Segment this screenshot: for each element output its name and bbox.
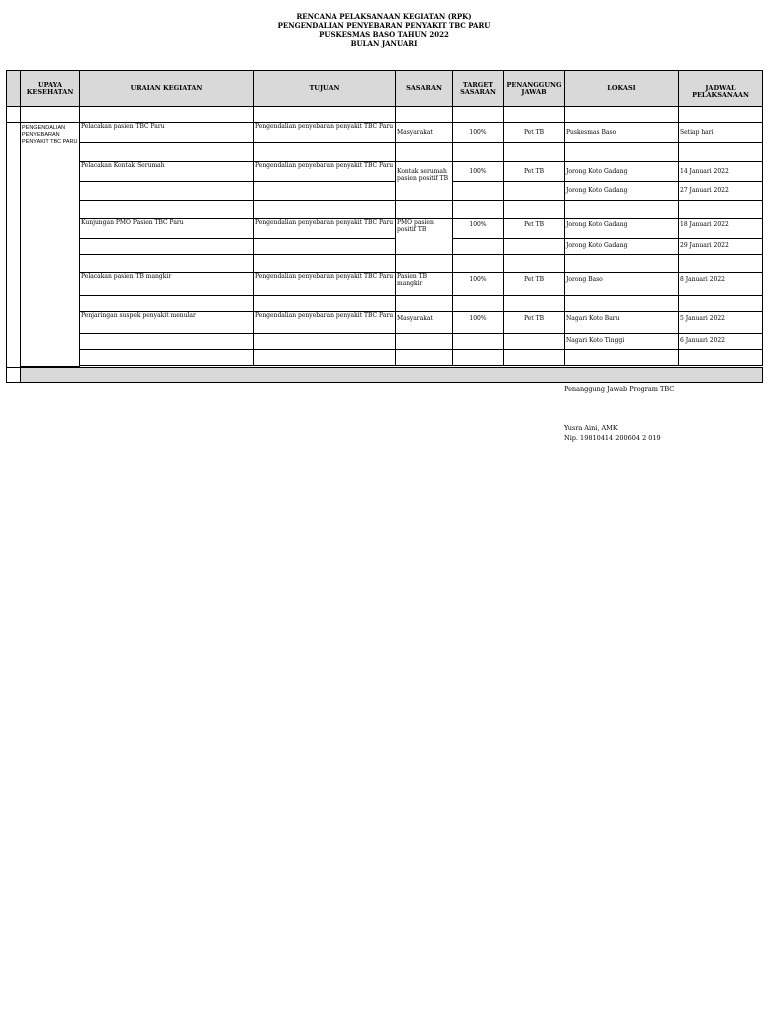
uraian-cell: Pelacakan pasien TBC Paru bbox=[80, 123, 254, 143]
jadwal-cell: 8 Januari 2022 bbox=[679, 273, 763, 296]
table-row bbox=[7, 107, 763, 123]
header-upaya: UPAYA KESEHATAN bbox=[21, 71, 80, 107]
uraian-cell: Kunjungan PMO Pasien TBC Paru bbox=[80, 219, 254, 239]
signature-role: Penanggung Jawab Program TBC bbox=[564, 385, 675, 393]
tujuan-cell: Pengendalian penyebaran penyakit TBC Paru bbox=[254, 219, 396, 239]
target-cell: 100% bbox=[453, 219, 504, 239]
table-row bbox=[7, 123, 763, 143]
jadwal-cell: 6 Januari 2022 bbox=[679, 334, 763, 350]
uraian-cell: Pelacakan Kontak Serumah bbox=[80, 162, 254, 182]
header-target: TARGET SASARAN bbox=[453, 71, 504, 107]
jadwal-cell: 14 Januari 2022 bbox=[679, 162, 763, 182]
jadwal-cell: Setiap hari bbox=[679, 123, 763, 143]
pj-cell: Pet TB bbox=[504, 219, 565, 239]
pj-cell: Pet TB bbox=[504, 123, 565, 143]
table-row bbox=[7, 312, 763, 334]
sasaran-cell: Masyarakat bbox=[396, 123, 453, 143]
table-row bbox=[7, 350, 763, 366]
lokasi-cell: Nagari Koto Baru bbox=[565, 312, 679, 334]
table-header-row bbox=[7, 71, 763, 107]
tujuan-cell: Pengendalian penyebaran penyakit TBC Paru bbox=[254, 123, 396, 143]
table-row bbox=[7, 162, 763, 182]
header-jadwal: JADWAL PELAKSANAAN bbox=[679, 71, 763, 107]
header-no bbox=[7, 71, 21, 107]
sasaran-cell: PMO pasien positif TB bbox=[396, 219, 453, 255]
tujuan-cell: Pengendalian penyebaran penyakit TBC Paru bbox=[254, 312, 396, 334]
pj-cell: Pet TB bbox=[504, 273, 565, 296]
jadwal-cell: 18 Januari 2022 bbox=[679, 219, 763, 239]
tujuan-cell: Pengendalian penyebaran penyakit TBC Paru bbox=[254, 162, 396, 182]
sasaran-cell: Pasien TB mangkir bbox=[396, 273, 453, 296]
target-cell: 100% bbox=[453, 123, 504, 143]
header-sasaran: SASARAN bbox=[396, 71, 453, 107]
lokasi-cell: Nagari Koto Tinggi bbox=[565, 334, 679, 350]
jadwal-cell: 5 Januari 2022 bbox=[679, 312, 763, 334]
title-line-3: PUSKESMAS BASO TAHUN 2022 bbox=[319, 30, 449, 39]
table-row bbox=[7, 255, 763, 273]
header-tujuan: TUJUAN bbox=[254, 71, 396, 107]
jadwal-cell: 29 Januari 2022 bbox=[679, 239, 763, 255]
table-row bbox=[7, 143, 763, 162]
uraian-cell: Penjaringan suspek penyakit menular bbox=[80, 312, 254, 334]
lokasi-cell: Puskesmas Baso bbox=[565, 123, 679, 143]
tujuan-cell: Pengendalian penyebaran penyakit TBC Paru bbox=[254, 273, 396, 296]
lokasi-cell: Jorong Koto Gadang bbox=[565, 239, 679, 255]
table-row bbox=[7, 182, 763, 201]
uraian-cell: Pelacakan pasien TB mangkir bbox=[80, 273, 254, 296]
header-uraian: URAIAN KEGIATAN bbox=[80, 71, 254, 107]
target-cell: 100% bbox=[453, 273, 504, 296]
target-cell: 100% bbox=[453, 162, 504, 182]
signature-name: Yusra Aini, AMK bbox=[564, 424, 618, 432]
upaya-kesehatan-cell: PENGENDALIAN PENYEBARAN PENYAKIT TBC PARU bbox=[21, 123, 80, 367]
target-cell: 100% bbox=[453, 312, 504, 334]
sasaran-cell: Kontak serumah pasien positif TB bbox=[396, 162, 453, 201]
jadwal-cell: 27 Januari 2022 bbox=[679, 182, 763, 201]
sasaran-cell: Masyarakat bbox=[396, 312, 453, 334]
title-line-1: RENCANA PELAKSANAAN KEGIATAN (RPK) bbox=[296, 12, 472, 21]
table-row bbox=[7, 296, 763, 312]
document-title-block bbox=[0, 12, 768, 48]
pj-cell: Pet TB bbox=[504, 312, 565, 334]
rpk-table bbox=[6, 70, 763, 383]
lokasi-cell: Jorong Koto Gadang bbox=[565, 182, 679, 201]
title-line-4: BULAN JANUARI bbox=[350, 39, 418, 48]
header-lokasi: LOKASI bbox=[565, 71, 679, 107]
pj-cell: Pet TB bbox=[504, 162, 565, 182]
table-row bbox=[7, 201, 763, 219]
table-total-row bbox=[7, 367, 763, 382]
title-line-2: PENGENDALIAN PENYEBARAN PENYAKIT TBC PARU bbox=[277, 21, 491, 30]
table-row bbox=[7, 219, 763, 239]
table-row bbox=[7, 239, 763, 255]
signature-nip: Nip. 19810414 200604 2 019 bbox=[564, 434, 661, 442]
lokasi-cell: Jorong Koto Gadang bbox=[565, 219, 679, 239]
table-row bbox=[7, 334, 763, 350]
lokasi-cell: Jorong Baso bbox=[565, 273, 679, 296]
lokasi-cell: Jorong Koto Gadang bbox=[565, 162, 679, 182]
header-pj: PENANGGUNG JAWAB bbox=[504, 71, 565, 107]
table-row bbox=[7, 273, 763, 296]
